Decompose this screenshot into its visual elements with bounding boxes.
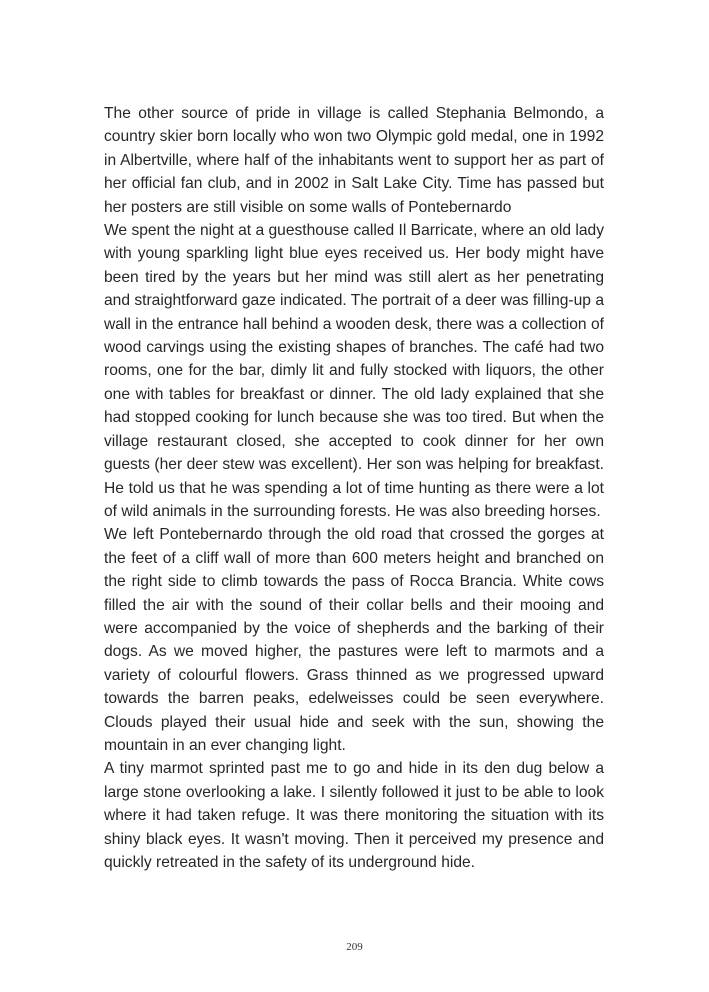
paragraph-guesthouse: We spent the night at a guesthouse called Il Barricate, where an old lady with young sparkling light blue eyes received us. Her body might have been tired by the years but her mind was still alert as her penetrating and straightforward gaze indicated. The portrait of a deer was filling-up a wall in the entrance hall behind a wooden desk, there was a collection of wood carvings using the existing shapes of branches. The café had two rooms, one for the bar, dimly lit and fully stocked with liquors, the other one with tables for breakfast or dinner. The old lady explained that she had stopped cooking for lunch because she was too tired. But when the village restaurant closed, she accepted to cook dinner for her own guests (her deer stew was excellent). Her son was helping for breakfast. He told us that he was spending a lot of time hunting as there were a lot of wild animals in the surrounding forests. He was also breeding horses. <box>104 222 604 520</box>
body-text <box>104 102 604 874</box>
paragraph-belmondo: The other source of pride in village is called Stephania Belmondo, a country skier born locally who won two Olympic gold medal, one in 1992 in Albertville, where half of the inhabitants went to support her as part of her official fan club, and in 2002 in Salt Lake City. Time has passed but her posters are still visible on some walls of Pontebernardo <box>104 105 604 216</box>
page-number: 209 <box>346 941 363 953</box>
paragraph-marmot: A tiny marmot sprinted past me to go and hide in its den dug below a large stone overlooking a lake. I silently followed it just to be able to look where it had taken refuge. It was there monitoring the situation with its shiny black eyes. It wasn't moving. Then it perceived my presence and quickly retreated in the safety of its underground hide. <box>104 760 604 871</box>
paragraph-rocca-brancia: We left Pontebernardo through the old road that crossed the gorges at the feet of a cliff wall of more than 600 meters height and branched on the right side to climb towards the pass of Rocca Brancia. White cows filled the air with the sound of their collar bells and their mooing and were accompanied by the voice of shepherds and the barking of their dogs. As we moved higher, the pastures were left to marmots and a variety of colourful flowers. Grass thinned as we progressed upward towards the barren peaks, edelweisses could be seen everywhere. Clouds played their usual hide and seek with the sun, showing the mountain in an ever changing light. <box>104 526 604 754</box>
